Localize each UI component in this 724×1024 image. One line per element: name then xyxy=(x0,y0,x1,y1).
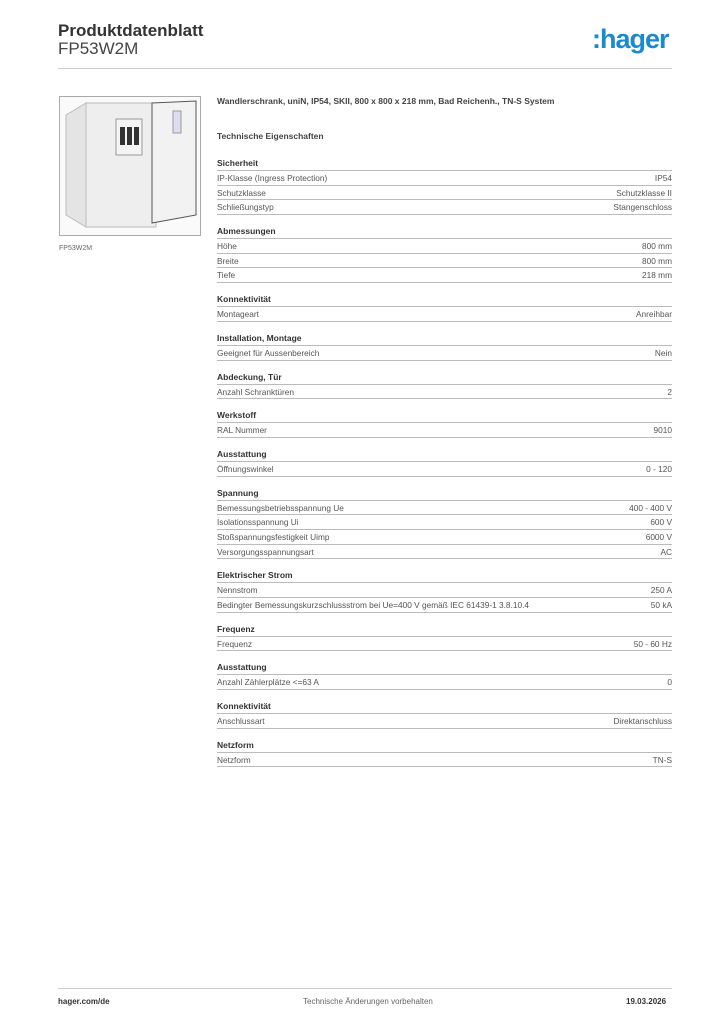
spec-label: IP-Klasse (Ingress Protection) xyxy=(217,173,328,183)
spec-section-title: Installation, Montage xyxy=(217,331,672,346)
spec-row xyxy=(217,753,672,768)
footer-divider xyxy=(58,988,672,989)
spec-row xyxy=(217,346,672,361)
spec-value: 2 xyxy=(667,386,672,397)
spec-section-title: Abmessungen xyxy=(217,224,672,239)
spec-section-title: Netzform xyxy=(217,738,672,753)
spec-value: 50 - 60 Hz xyxy=(633,638,672,649)
spec-row xyxy=(217,268,672,283)
spec-label: RAL Nummer xyxy=(217,425,267,436)
spec-label: Frequenz xyxy=(217,638,253,649)
spec-label: Geeignet für Aussenbereich xyxy=(217,347,320,358)
spec-value: 400 - 400 V xyxy=(629,502,672,513)
spec-section xyxy=(217,292,672,322)
spec-row xyxy=(217,675,672,690)
spec-value: AC xyxy=(660,546,672,557)
spec-section-title: Konnektivität xyxy=(217,699,672,714)
spec-area xyxy=(217,96,672,767)
spec-label: Bedingter Bemessungskurzschlussstrom bei Ue=400 V gemäß IEC 61439-1 3.8.10.4 xyxy=(217,600,529,610)
spec-row xyxy=(217,423,672,438)
spec-value: TN-S xyxy=(652,754,672,765)
spec-row xyxy=(217,462,672,477)
spec-label: Bemessungsbetriebsspannung Ue xyxy=(217,502,344,513)
spec-row xyxy=(217,385,672,400)
image-caption: FP53W2M xyxy=(59,245,93,252)
spec-value: IP54 xyxy=(654,173,672,183)
spec-label: Anschlussart xyxy=(217,716,265,727)
spec-row xyxy=(217,200,672,215)
product-image xyxy=(59,96,201,236)
spec-section xyxy=(217,486,672,560)
spec-label: Schließungstyp xyxy=(217,202,274,213)
footer-note: Technische Änderungen vorbehalten xyxy=(303,997,433,1006)
spec-row xyxy=(217,637,672,652)
spec-section xyxy=(217,224,672,283)
spec-section xyxy=(217,331,672,361)
footer-website[interactable]: hager.com/de xyxy=(58,997,110,1006)
spec-row xyxy=(217,583,672,598)
spec-row xyxy=(217,515,672,530)
spec-section-title: Spannung xyxy=(217,486,672,501)
spec-value: 0 - 120 xyxy=(646,463,672,474)
spec-row xyxy=(217,254,672,269)
spec-value: 9010 xyxy=(653,425,672,436)
spec-row xyxy=(217,186,672,201)
spec-label: Netzform xyxy=(217,754,251,765)
spec-value: Schutzklasse II xyxy=(616,187,672,198)
spec-value: Direktanschluss xyxy=(613,716,672,727)
spec-value: 50 kA xyxy=(650,600,672,610)
spec-section-title: Werkstoff xyxy=(217,408,672,423)
spec-section-title: Konnektivität xyxy=(217,292,672,307)
spec-section-title: Ausstattung xyxy=(217,447,672,462)
spec-section-title: Sicherheit xyxy=(217,156,672,171)
spec-label: Schutzklasse xyxy=(217,187,266,198)
spec-section-title: Frequenz xyxy=(217,622,672,637)
spec-label: Versorgungsspannungsart xyxy=(217,546,314,557)
page-title: Produktdatenblatt xyxy=(58,21,204,40)
spec-value: 800 mm xyxy=(642,241,672,252)
spec-label: Tiefe xyxy=(217,270,236,281)
spec-section xyxy=(217,156,672,215)
spec-value: 0 xyxy=(667,677,672,688)
spec-label: Öffnungswinkel xyxy=(217,463,274,474)
product-description: Wandlerschrank, uniN, IP54, SKII, 800 x 800 x 218 mm, Bad Reichenh., TN-S System xyxy=(217,96,555,106)
spec-section xyxy=(217,660,672,690)
spec-row xyxy=(217,545,672,560)
spec-section xyxy=(217,370,672,400)
spec-label: Nennstrom xyxy=(217,585,258,596)
spec-section-title: Ausstattung xyxy=(217,660,672,675)
hager-logo: :hager xyxy=(592,24,669,54)
spec-value: 600 V xyxy=(650,517,672,528)
spec-value: 6000 V xyxy=(645,531,672,542)
footer-date: 19.03.2026 xyxy=(626,997,667,1006)
spec-label: Montageart xyxy=(217,309,259,320)
product-code: FP53W2M xyxy=(58,39,139,58)
spec-row xyxy=(217,171,672,186)
spec-row xyxy=(217,530,672,545)
section-heading: Technische Eigenschaften xyxy=(217,131,324,141)
spec-section-title: Abdeckung, Tür xyxy=(217,370,672,385)
spec-section xyxy=(217,738,672,768)
spec-section-title: Elektrischer Strom xyxy=(217,568,672,583)
spec-section xyxy=(217,622,672,652)
spec-row xyxy=(217,714,672,729)
spec-label: Höhe xyxy=(217,241,237,252)
spec-section xyxy=(217,568,672,612)
spec-value: Stangenschloss xyxy=(613,202,672,213)
spec-value: 800 mm xyxy=(642,255,672,266)
spec-row xyxy=(217,307,672,322)
spec-value: 250 A xyxy=(650,585,672,596)
spec-label: Anzahl Schranktüren xyxy=(217,386,295,397)
spec-label: Stoßspannungsfestigkeit Uimp xyxy=(217,531,330,542)
spec-section xyxy=(217,408,672,438)
spec-label: Isolationsspannung Ui xyxy=(217,517,299,528)
header-divider xyxy=(58,68,672,69)
spec-label: Anzahl Zählerplätze <=63 A xyxy=(217,677,319,688)
spec-section xyxy=(217,447,672,477)
spec-value: 218 mm xyxy=(642,270,672,281)
spec-value: Nein xyxy=(654,347,672,358)
spec-row xyxy=(217,598,672,613)
spec-row xyxy=(217,501,672,516)
spec-section xyxy=(217,699,672,729)
spec-label: Breite xyxy=(217,255,239,266)
spec-value: Anreihbar xyxy=(636,309,672,320)
spec-row xyxy=(217,239,672,254)
